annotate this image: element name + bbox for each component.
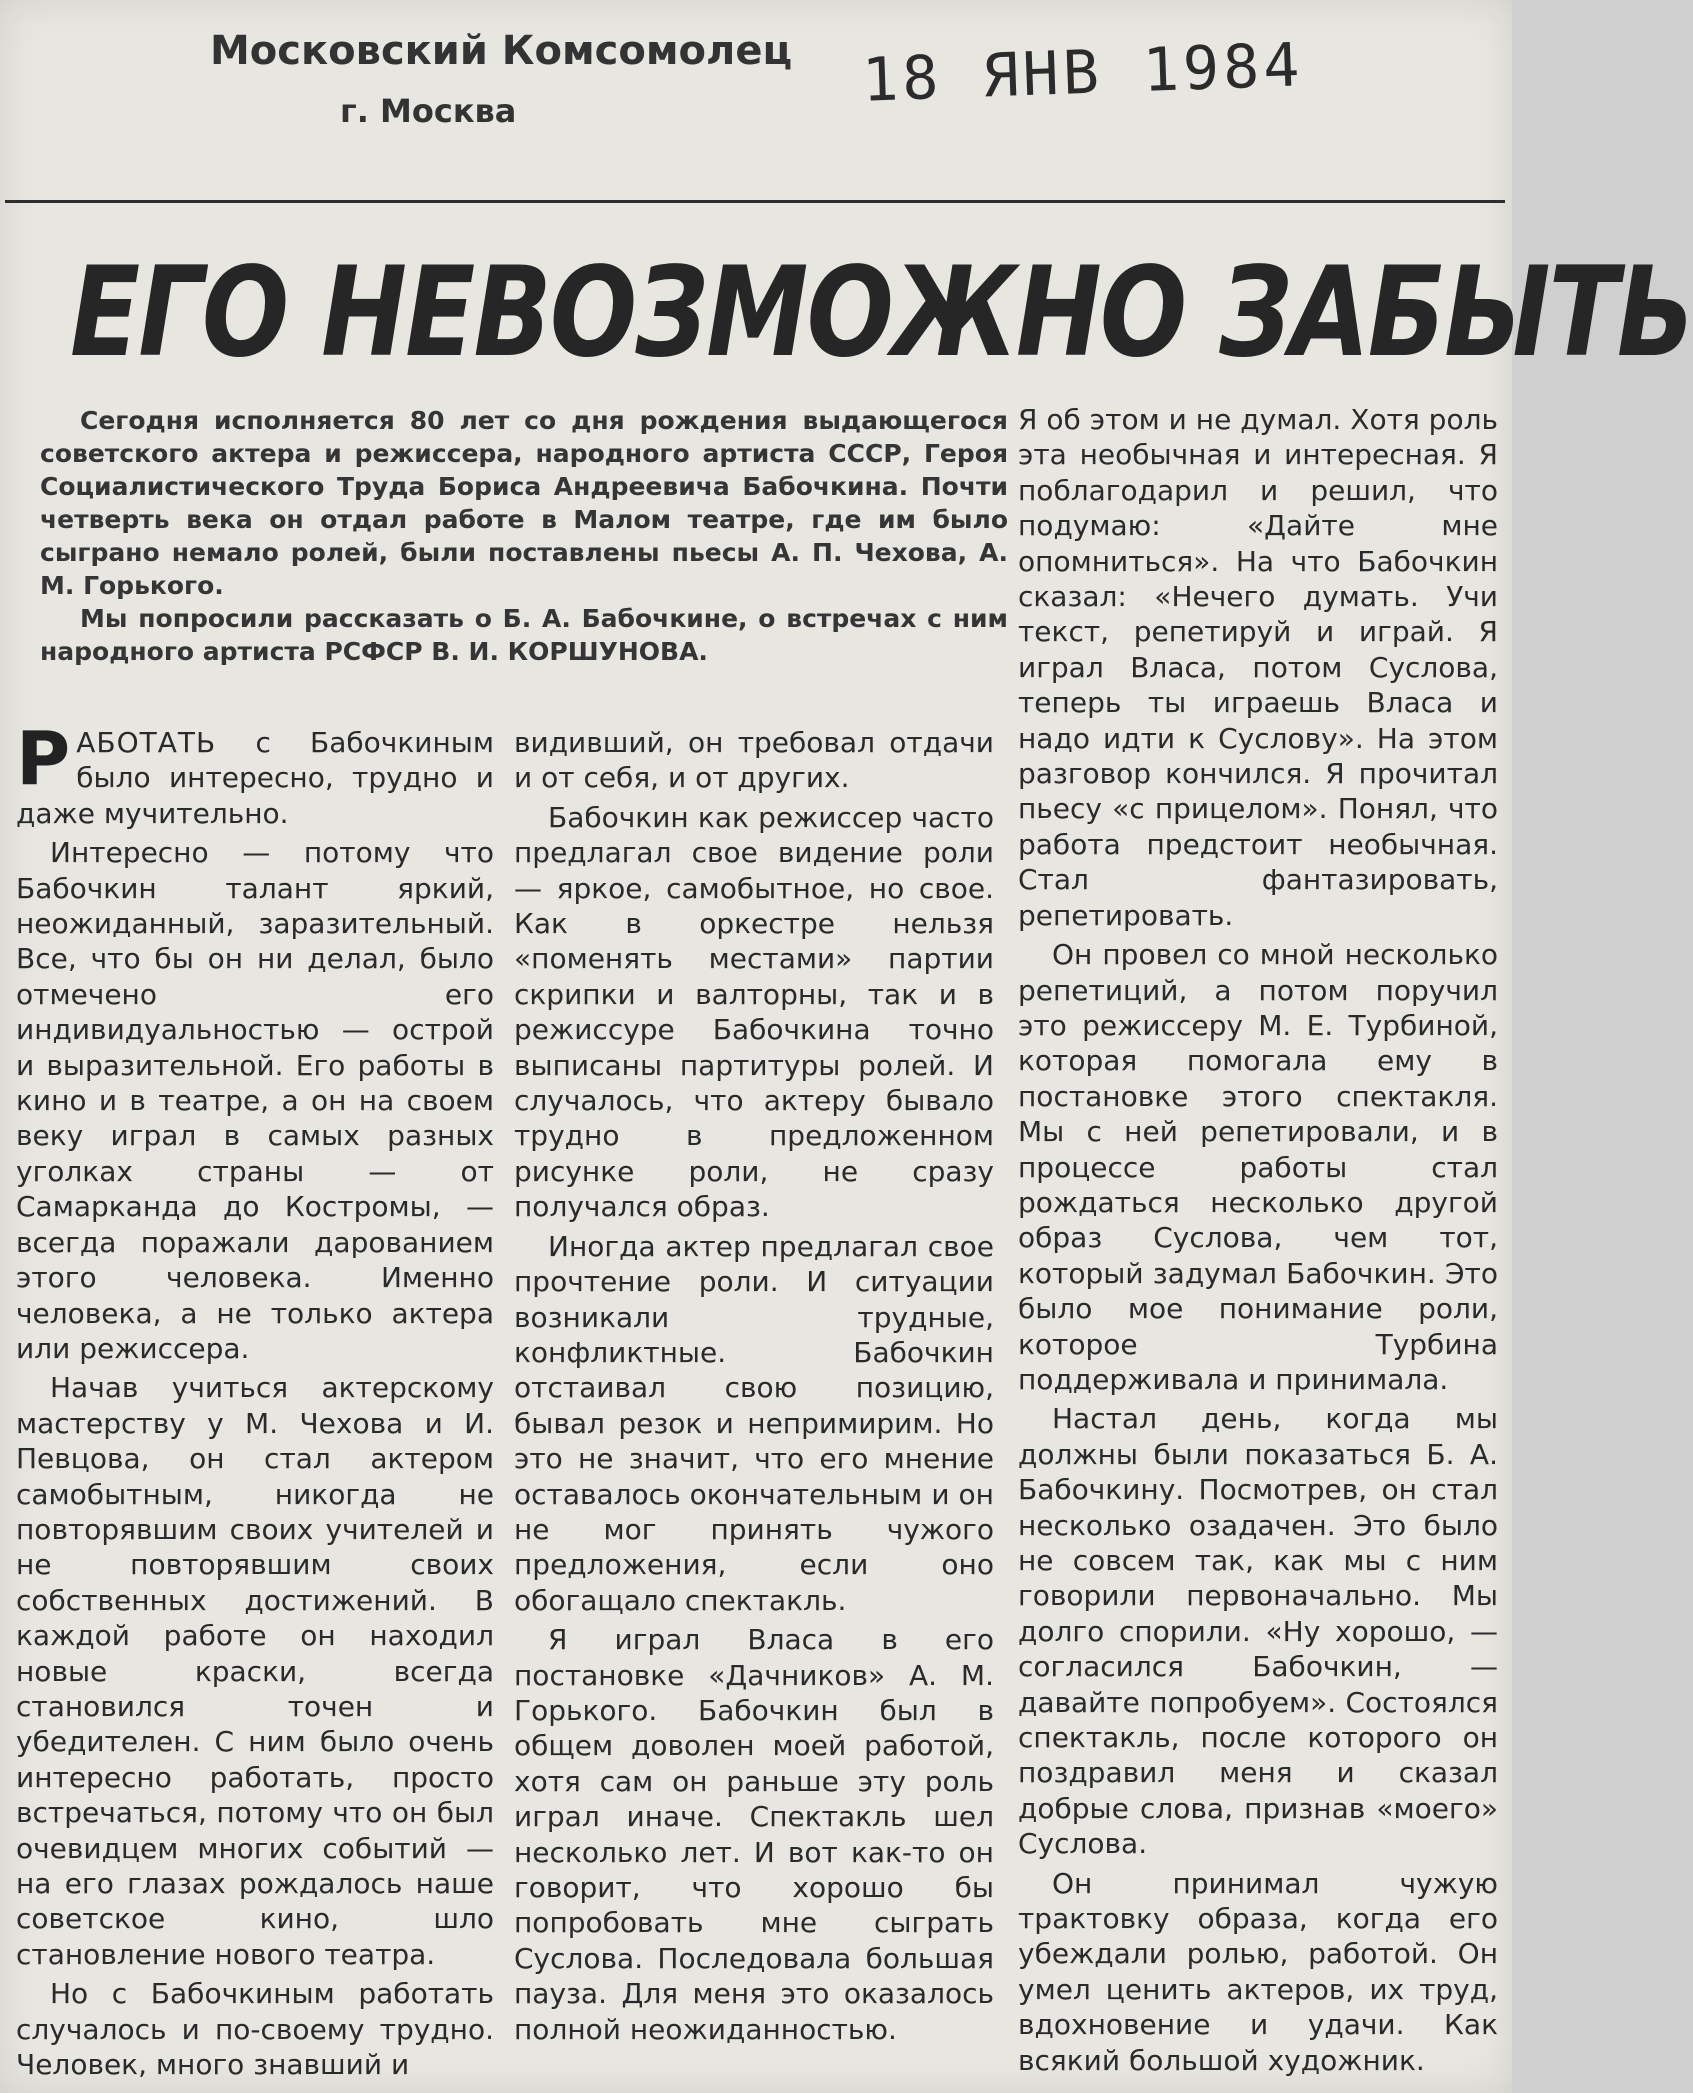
column-3 — [1018, 402, 1498, 2082]
article-intro — [40, 404, 1008, 668]
column-paragraph: Но с Бабочкиным работать случалось и по-своему трудно. Человек, много знавший и — [16, 1977, 494, 2082]
intro-author: РСФСР В. И. КОРШУНОВА. — [324, 637, 708, 666]
column-paragraph: Он принимал чужую трактовку образа, когда его убеждали ролью, работой. Он умел ценить актеров, их труд, вдохновение и удачи. Как всякий большой художник. — [1018, 1866, 1498, 2077]
column-2 — [514, 725, 994, 2051]
date-stamp: 18 ЯНВ 1984 — [860, 30, 1305, 116]
intro-paragraph: Сегодня исполняется 80 лет со дня рождения выдающегося советского актера и режиссера, народного артиста СССР, Героя Социалистического Труда Бориса Андреевича Бабочкина. Почти четверть века он отдал работе в Малом театре, где им было сыграно немало ролей, были поставлены пьесы А. П. Чехова, А. М. Горького. — [40, 406, 1008, 600]
intro-text: Мы попросили рассказать о Б. А. Бабочкине, о встречах с ним народного артиста — [40, 604, 1008, 666]
publication-name: Московский Комсомолец — [210, 28, 793, 74]
column-paragraph: Я об этом и не думал. Хотя роль эта необычная и интересная. Я поблагодарил и решил, что подумаю: «Дайте мне опомниться». На что Бабочкин сказал: «Нечего думать. Учи текст, репетируй и играй. Я играл Власа, потом Суслова, теперь ты играешь Власа и надо идти к Суслову». На этом разговор кончился. Я прочитал пьесу «с прицелом». Понял, что работа предстоит необычная. Стал фантазировать, репетировать. — [1018, 403, 1498, 932]
drop-cap: Р — [16, 716, 71, 802]
lead-caps: АБОТАТЬ — [76, 726, 217, 759]
column-paragraph — [16, 716, 494, 831]
column-1 — [16, 716, 494, 2086]
column-paragraph: Начав учиться актерскому мастерству у М. Чехова и И. Певцова, он стал актером самобытным, никогда не повторявшим своих учителей и не повторявшим своих собственных достижений. В каждой работе он находил новые краски, всегда становился точен и убедителен. С ним было очень интересно работать, просто встречаться, потому что он был очевидцем многих событий — на его глазах рождалось наше советское кино, шло становление нового театра. — [16, 1371, 494, 1971]
intro-paragraph-2 — [40, 602, 1008, 668]
publication-city: г. Москва — [340, 92, 517, 130]
column-paragraph: Он провел со мной несколько репетиций, а потом поручил это режиссеру М. Е. Турбиной, которая помогала ему в постановке этого спектакля. Мы с ней репетировали, и в процессе работы стал рождаться несколько другой образ Суслова, чем тот, который задумал Бабочкин. Это было мое понимание роли, которое Турбина поддерживала и принимала. — [1018, 938, 1498, 1396]
header-divider — [5, 200, 1505, 203]
lead-text: с Бабочкиным было интересно, трудно и даже мучительно. — [16, 726, 494, 830]
column-paragraph: Я играл Власа в его постановке «Дачников» А. М. Горького. Бабочкин был в общем доволен моей работой, хотя сам он раньше эту роль играл иначе. Спектакль шел несколько лет. И вот как-то он говорит, что хорошо бы попробовать мне сыграть Суслова. Последовала большая пауза. Для меня это оказалось полной неожиданностью. — [514, 1623, 994, 2046]
column-paragraph: Интересно — потому что Бабочкин талант яркий, неожиданный, заразительный. Все, что бы он ни делал, было отмечено его индивидуальностью — острой и выразительной. Его работы в кино и в театре, а он на своем веку играл в самых разных уголках страны — от Самарканда до Костромы, — всегда поражали дарованием этого человека. Именно человека, а не только актера или режиссера. — [16, 836, 494, 1365]
article-headline: ЕГО НЕВОЗМОЖНО ЗАБЫТЬ — [70, 241, 1693, 385]
column-paragraph: Бабочкин как режиссер часто предлагал свое видение роли — яркое, самобытное, но свое. Как в оркестре нельзя «поменять местами» партии скрипки и валторны, так и в режиссуре Бабочкина точно выписаны партитуры ролей. И случалось, что актеру бывало трудно в предложенном рисунке роли, не сразу получался образ. — [514, 800, 994, 1224]
column-paragraph: видивший, он требовал отдачи и от себя, и от других. — [514, 726, 994, 795]
column-paragraph: Иногда актер предлагал свое прочтение роли. И ситуации возникали трудные, конфликтные. Бабочкин отстаивал свою позицию, бывал резок и непримирим. Но это не значит, что его мнение оставалось окончательным и он не мог принять чужого предложения, если оно обогащало спектакль. — [514, 1229, 994, 1617]
column-paragraph: Настал день, когда мы должны были показаться Б. А. Бабочкину. Посмотрев, он стал несколько озадачен. Это было не совсем так, как мы с ним говорили первоначально. Мы долго спорили. «Ну хорошо, — согласился Бабочкин, — давайте попробуем». Состоялся спектакль, после которого он поздравил меня и сказал добрые слова, признав «моего» Суслова. — [1018, 1402, 1498, 1861]
